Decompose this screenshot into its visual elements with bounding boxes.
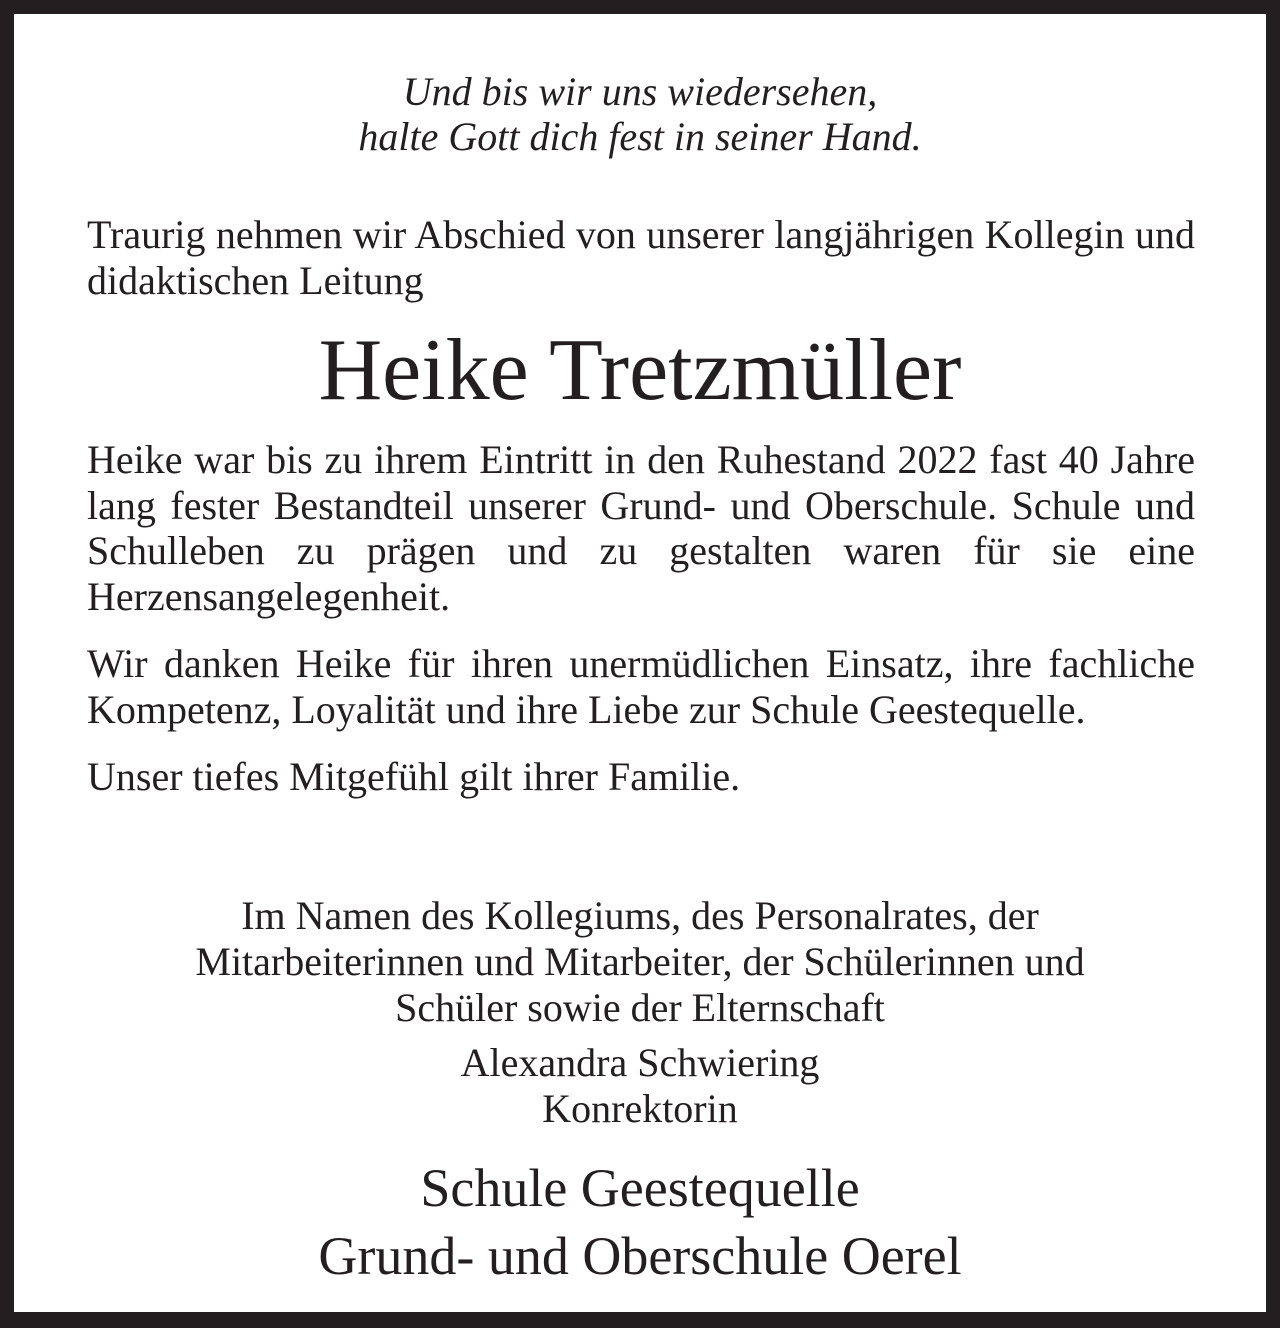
motto-verse [14,69,1266,159]
signer-role: Konrektorin [542,1086,738,1131]
on-behalf-line-3: Schüler sowie der Elternschaft [395,985,885,1030]
school-name: Schule Geestequelle [420,1158,860,1218]
signer-block [14,1040,1266,1132]
on-behalf-block [14,893,1266,1031]
school-block [14,1154,1266,1290]
on-behalf-line-1: Im Namen des Kollegiums, des Personalrates, der [241,893,1039,938]
body-paragraph-1: Heike war bis zu ihrem Eintritt in den Ruhestand 2022 fast 40 Jahre lang fester Bestandteil unserer Grund- und Oberschule. Schule und Schulleben zu prägen und zu gestalten waren für sie eine Herzensangelegenheit. [87,437,1195,619]
deceased-name: Heike Tretzmüller [318,322,962,419]
obituary-body [87,437,1195,800]
motto-line-2: halte Gott dich fest in seiner Hand. [358,114,922,159]
intro-text: Traurig nehmen wir Abschied von unserer langjährigen Kollegin und didaktischen Leitung [87,212,1195,303]
body-paragraph-3: Unser tiefes Mitgefühl gilt ihrer Familie. [87,754,741,799]
school-type: Grund- und Oberschule Oerel [318,1226,962,1286]
signer-name: Alexandra Schwiering [460,1040,820,1085]
on-behalf-line-2: Mitarbeiterinnen und Mitarbeiter, der Schülerinnen und [195,939,1085,984]
body-paragraph-2: Wir danken Heike für ihren unermüdlichen Einsatz, ihre fachliche Kompetenz, Loyalität und ihre Liebe zur Schule Geestequelle. [87,641,1195,732]
motto-line-1: Und bis wir uns wiedersehen, [402,69,878,114]
